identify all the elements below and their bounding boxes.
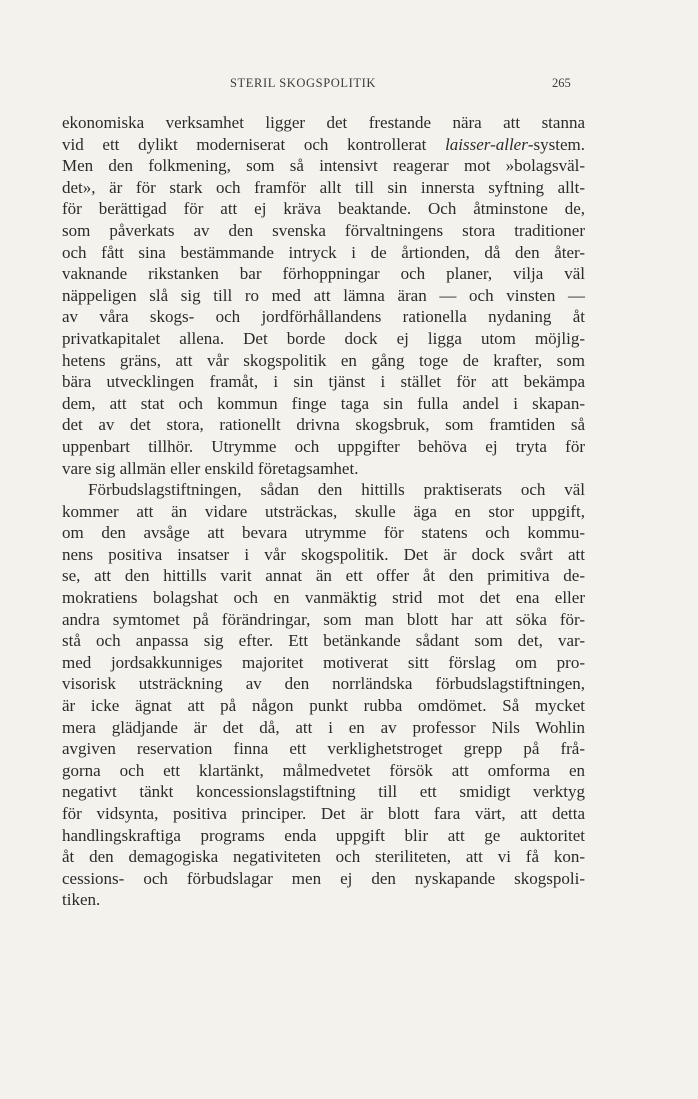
text-line: avgiven reservation finna ett verklighetstroget grepp på frå- [62,739,585,759]
page-number: 265 [552,76,571,90]
text-line: hetens gräns, att vår skogspolitik en gång toge de krafter, som [62,350,585,370]
text-line: tiken. [62,890,101,910]
paragraph-1 [62,112,585,479]
text-line: Förbudslagstiftningen, sådan den hittills praktiserats och väl [88,480,585,500]
text-line: näppeligen slå sig till ro med att lämna äran — och vinsten — [62,285,585,305]
text-line: cessions- och förbudslagar men ej den nyskapande skogspoli- [62,868,585,888]
text-line: gorna och ett klartänkt, målmedvetet försök att omforma en [62,760,585,780]
text-line: vare sig allmän eller enskild företagsamhet. [62,458,359,478]
text-line: kommer att än vidare utsträckas, skulle äga en stor uppgift, [62,501,585,521]
text-line: negativt tänkt koncessionslagstiftning till ett smidigt verktyg [62,782,585,802]
text-line: vaknande rikstanken bar förhoppningar och planer, vilja väl [62,264,585,284]
text-line: andra symtomet på förändringar, som man blott har att söka för- [62,609,585,629]
text-line: bära utvecklingen framåt, i sin tjänst i stället för att bekämpa [62,372,585,392]
text-line: mera glädjande är det då, att i en av professor Nils Wohlin [62,717,585,737]
text-line: visorisk utsträckning av den norrländska förbudslagstiftningen, [62,674,585,694]
text-line: handlingskraftiga programs enda uppgift blir att ge auktoritet [62,825,585,845]
text-line: av våra skogs- och jordförhållandens rationella nydaning åt [62,307,585,327]
text-line: uppenbart tillhör. Utrymme och uppgifter behöva ej tryta för [62,436,585,456]
text-line: privatkapitalet allena. Det borde dock ej ligga utom möjlig- [62,328,585,348]
body-text [62,112,585,911]
text-line: och fått sina bestämmande intryck i de årtionden, då den åter- [62,242,585,262]
text-line: är icke ägnat att på någon punkt rubba omdömet. Så mycket [62,696,585,716]
text-line: om den avsåge att bevara utrymme för statens och kommu- [62,523,585,543]
text-line: för vidsynta, positiva principer. Det är blott fara värt, att detta [62,804,585,823]
text-line: för berättigad för att ej kräva beaktande. Och åtminstone de, [62,199,585,219]
text-line: stå och anpassa sig efter. Ett betänkande sådant som det, var- [62,631,585,651]
text-line: som påverkats av den svenska förvaltningens stora traditioner [62,220,585,240]
text-line: vid ett dylikt moderniserat och kontrollerat laisser-aller-system. [62,134,585,154]
text-line: se, att den hittills varit annat än ett offer åt den primitiva de- [62,566,585,586]
text-line: dem, att stat och kommun finge taga sin fulla andel i skapan- [62,393,585,413]
text-line: nens positiva insatser i vår skogspolitik. Det är dock svårt att [62,544,585,564]
paragraph-2 [62,479,585,911]
text-line: det», är för stark och framför allt till sin innersta syftning allt- [62,177,585,197]
text-line: ekonomiska verksamhet ligger det frestande nära att stanna [62,113,585,132]
text-line: åt den demagogiska negativiteten och steriliteten, att vi få kon- [62,847,585,867]
text-line: det av det stora, rationellt drivna skogsbruk, som framtiden så [62,415,585,435]
text-line: Men den folkmening, som så intensivt reagerar mot »bolagsväl- [62,156,585,176]
running-head: STERIL SKOGSPOLITIK [230,76,377,90]
text-line: mokratiens bolagshat och en vanmäktig strid mot det ena eller [62,588,585,608]
text-line: med jordsakkunniges majoritet motiverat sitt förslag om pro- [62,652,585,672]
